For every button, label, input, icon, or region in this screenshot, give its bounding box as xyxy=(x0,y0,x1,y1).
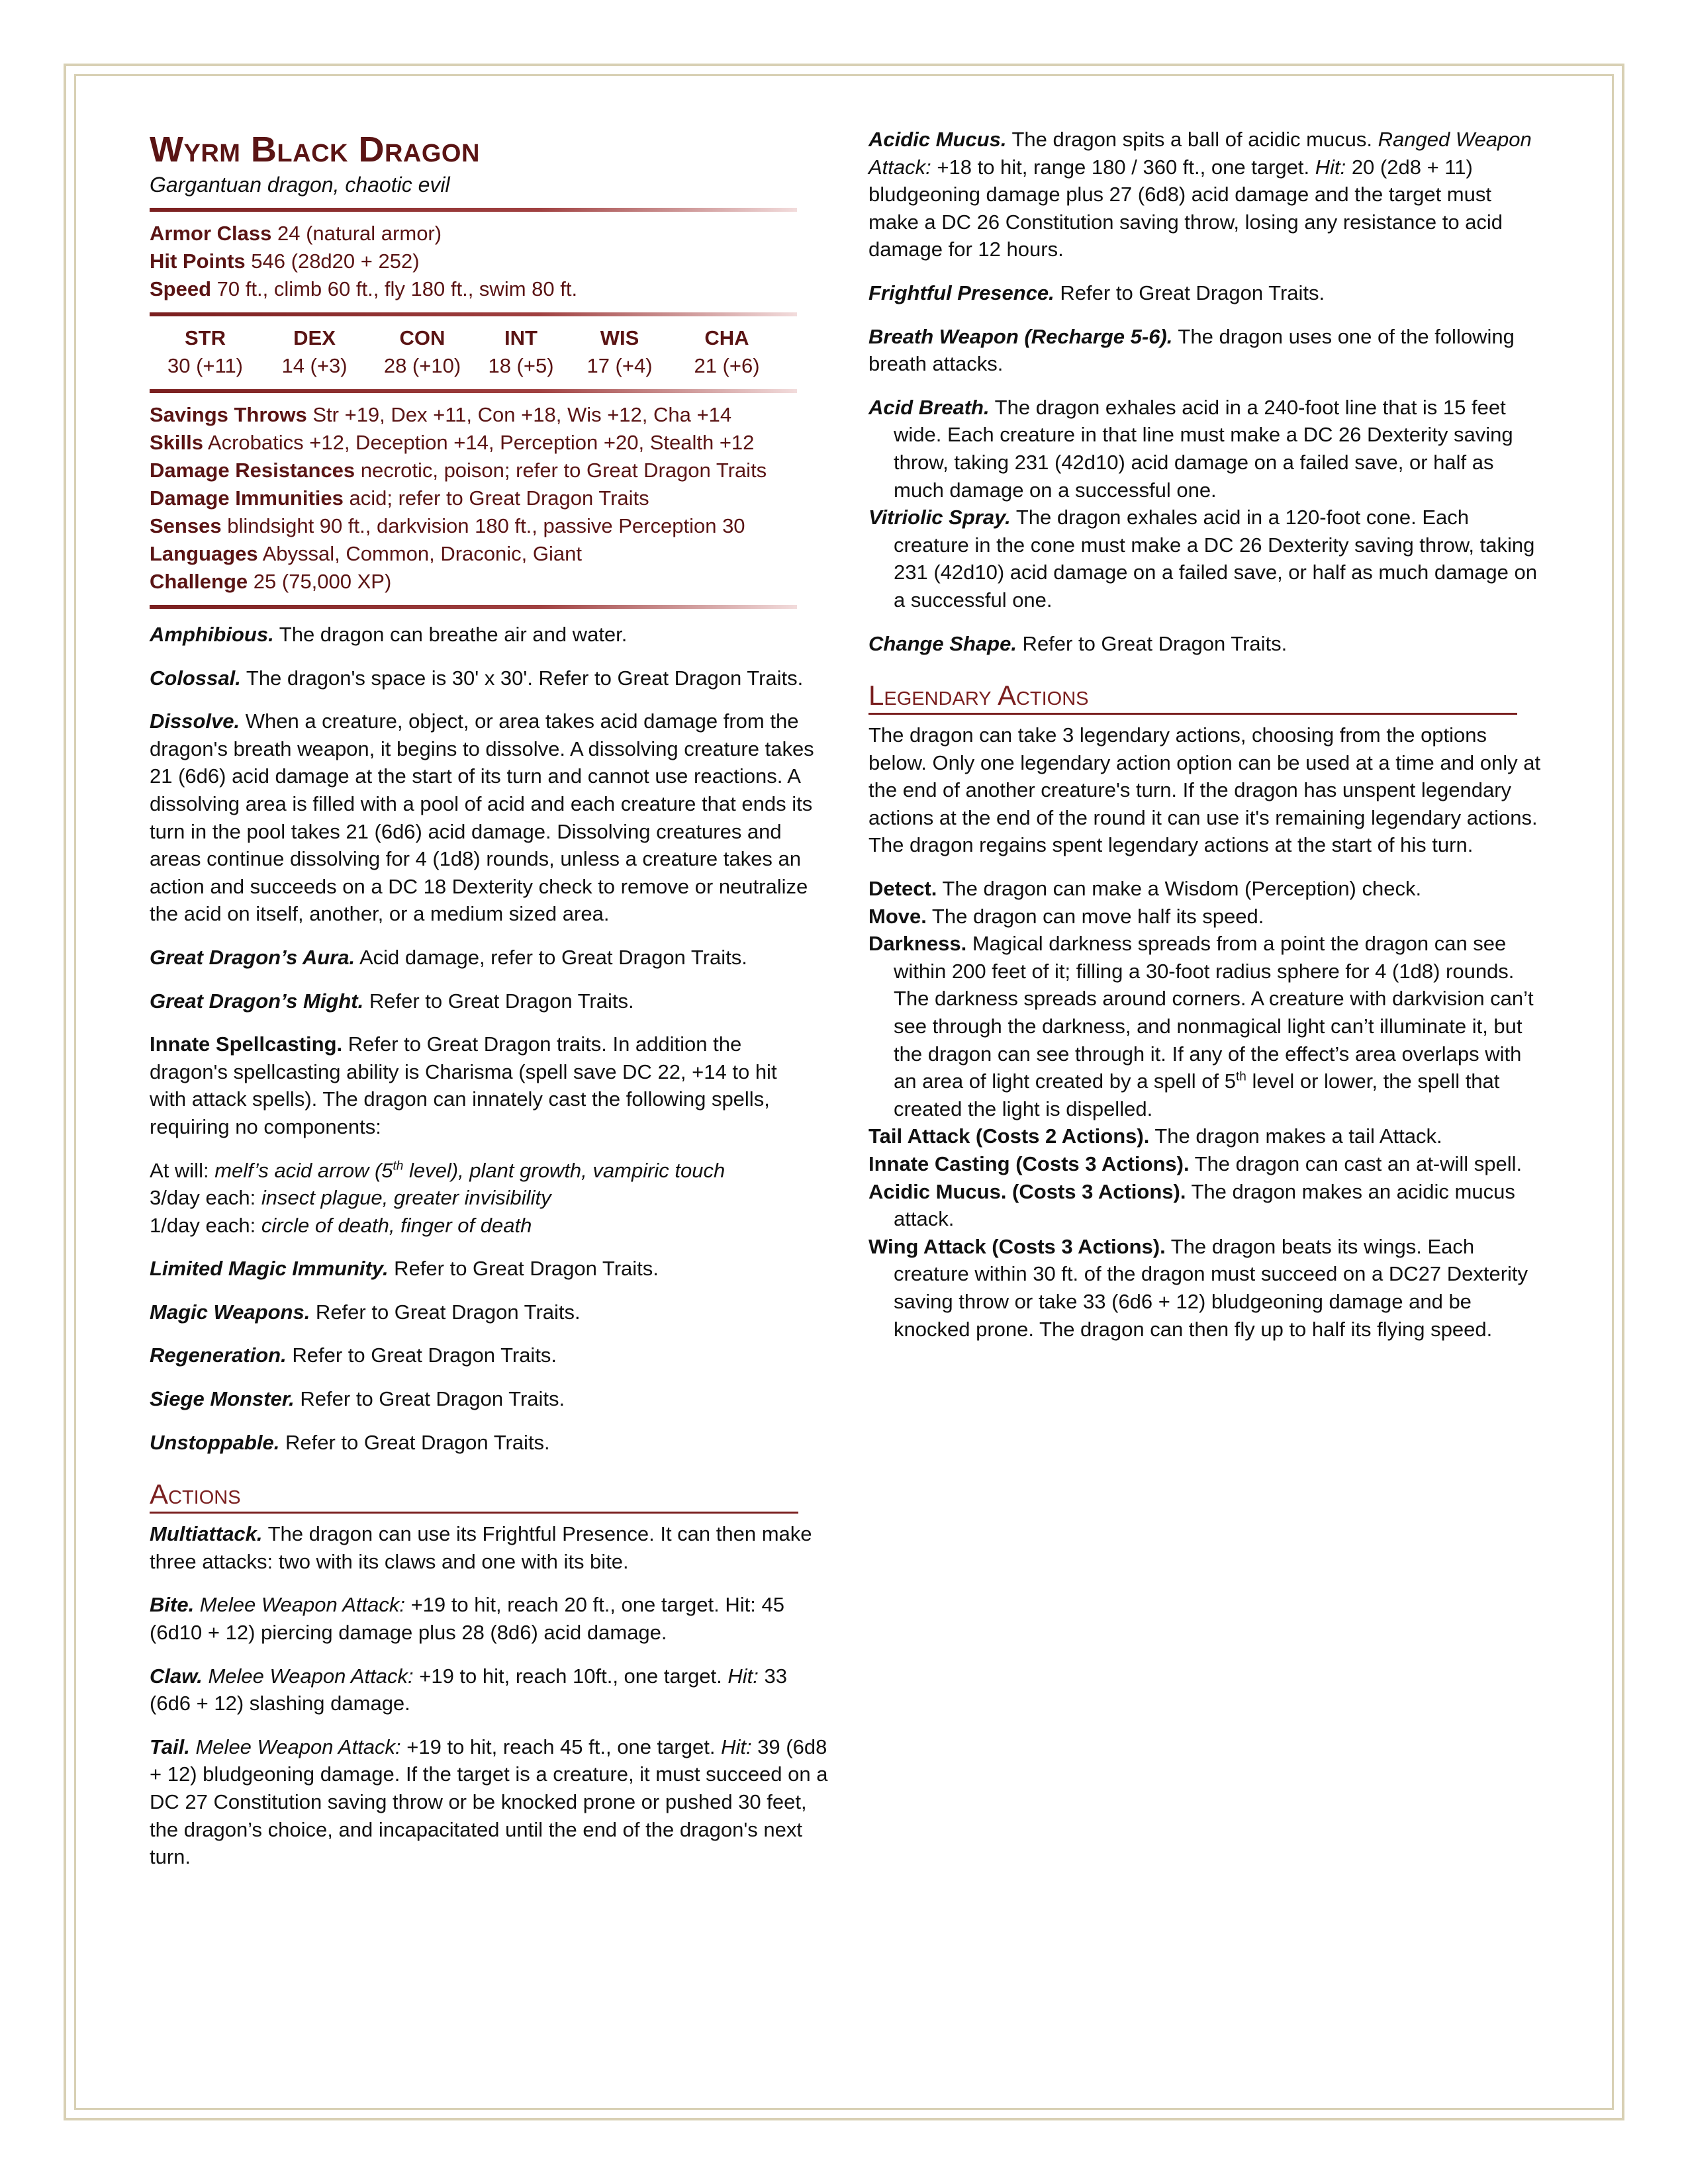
action-claw xyxy=(150,1662,818,1717)
action-text: 39 (6d8 + 12) bludgeoning damage. If the target is a creature, it must succeed on a DC 27 Constitution saving throw or be knocked prone or pushed 30 feet, the dragon’s choice, and incapacitated until the end of the dragon's next turn. xyxy=(150,1735,828,1869)
action-text: +18 to hit, range 180 / 360 ft., one target. xyxy=(931,155,1315,179)
challenge-value: 25 (75,000 XP) xyxy=(253,570,392,593)
senses-value: blindsight 90 ft., darkvision 180 ft., passive Perception 30 xyxy=(227,514,745,537)
damage-resistances-label: Damage Resistances xyxy=(150,459,355,482)
trait-name: Dissolve. xyxy=(150,709,240,733)
right-column xyxy=(868,126,1546,1343)
action-text: The dragon uses one of the following breath attacks. xyxy=(868,324,1515,376)
trait-name: Regeneration. xyxy=(150,1343,287,1367)
spell-names: insect plague, greater invisibility xyxy=(261,1186,551,1210)
action-text: Refer to Great Dragon Traits. xyxy=(1016,631,1288,655)
ability-name: CON xyxy=(399,326,445,349)
spell-names: circle of death, finger of death xyxy=(261,1213,532,1237)
action-text: The dragon can use its Frightful Presence. It can then make three attacks: two with its claws and one with its bite. xyxy=(150,1522,812,1573)
senses-line xyxy=(150,512,818,540)
saving-throws-value: Str +19, Dex +11, Con +18, Wis +12, Cha +14 xyxy=(312,403,732,426)
speed-label: Speed xyxy=(150,277,212,300)
action-name: Breath Weapon (Recharge 5-6). xyxy=(868,324,1173,348)
action-acidic-mucus xyxy=(868,126,1546,263)
action-breath-weapon xyxy=(868,323,1546,378)
attack-type: Ranged Weapon Attack: xyxy=(868,128,1532,179)
legendary-tail-attack xyxy=(868,1122,1546,1150)
legendary-actions-heading: Legendary Actions xyxy=(868,678,1517,715)
trait-text: Acid damage, refer to Great Dragon Traits. xyxy=(355,945,747,969)
legendary-text: Magical darkness spreads from a point the dragon can see within 200 feet of it; filling a 30-foot radius sphere for 4 (1d8) rounds. The darkness spreads around corners. A creature with darkvision can’t see through the darkness, and nonmagical light can’t illuminate it, but the dragon can see through it. If any of the effect’s area overlaps with an area of light created by a spell of 5 xyxy=(894,932,1534,1093)
damage-immunities-line xyxy=(150,484,818,512)
senses-label: Senses xyxy=(150,514,222,537)
legendary-text: The dragon can make a Wisdom (Perception) check. xyxy=(937,877,1422,901)
action-name: Multiattack. xyxy=(150,1522,263,1546)
legendary-name: Innate Casting (Costs 3 Actions). xyxy=(868,1152,1190,1175)
breath-name: Vitriolic Spray. xyxy=(868,506,1011,529)
action-text: 20 (2d8 + 11) bludgeoning damage plus 27 (6d8) acid damage and the target must make a DC 26 Constitution saving throw, losing any resistance to acid damage for 12 hours. xyxy=(868,155,1503,261)
speed-value: 70 ft., climb 60 ft., fly 180 ft., swim 80 ft. xyxy=(216,277,578,300)
trait-unstoppable xyxy=(150,1429,818,1457)
trait-text: Refer to Great Dragon Traits. xyxy=(363,989,634,1013)
legendary-text: The dragon can move half its speed. xyxy=(926,904,1264,928)
trait-text: Refer to Great Dragon Traits. xyxy=(310,1300,581,1324)
saving-throws-label: Savings Throws xyxy=(150,403,307,426)
legendary-acidic-mucus xyxy=(868,1178,1546,1233)
legendary-text: The dragon beats its wings. Each creature within 30 ft. of the dragon must succeed on a DC27 Dexterity saving throw or take 33 (6d6 + 12) bludgeoning damage and be knocked prone. The dragon can then fly up to half its flying speed. xyxy=(894,1234,1528,1341)
trait-text: Refer to Great Dragon Traits. xyxy=(388,1257,659,1281)
action-name: Tail. xyxy=(150,1735,190,1758)
skills-value: Acrobatics +12, Deception +14, Perception +20, Stealth +12 xyxy=(207,431,755,454)
trait-text: When a creature, object, or area takes acid damage from the dragon's breath weapon, it begins to dissolve. A dissolving creature takes 21 (6d6) acid damage at the start of its turn and cannot use reactions. A dissolving area is filled with a pool of acid and each creature that ends its turn in the pool takes 21 (6d6) acid damage. Dissolving creatures and areas continue dissolving for 4 (1d8) rounds, unless a creature takes an action and succeeds on a DC 18 Dexterity check to remove or neutralize the acid on itself, another, or a medium sized area. xyxy=(150,709,814,926)
damage-immunities-label: Damage Immunities xyxy=(150,486,344,510)
divider xyxy=(150,312,797,316)
action-name: Claw. xyxy=(150,1664,203,1688)
breath-acid xyxy=(868,394,1546,504)
trait-regeneration xyxy=(150,1342,818,1369)
trait-name: Great Dragon’s Aura. xyxy=(150,945,355,969)
action-name: Change Shape. xyxy=(868,631,1017,655)
spell-names: level), plant growth, vampiric touch xyxy=(403,1158,726,1182)
legendary-wing-attack xyxy=(868,1233,1546,1343)
action-multiattack xyxy=(150,1520,818,1575)
hit-points-value: 546 (28d20 + 252) xyxy=(251,250,420,273)
hit-label: Hit: xyxy=(1315,155,1346,179)
ability-value: 21 (+6) xyxy=(694,354,760,377)
spell-freq-label: 3/day each: xyxy=(150,1186,261,1210)
legendary-intro: The dragon can take 3 legendary actions, choosing from the options below. Only one legendary action option can be used at a time and only at the end of another creature's turn. If the dragon has unspent legendary actions at the end of the round it can use it's remaining legendary actions. The dragon regains spent legendary actions at the start of his turn. xyxy=(868,723,1541,857)
breath-name: Acid Breath. xyxy=(868,395,990,419)
trait-text: Refer to Great Dragon traits. In addition the dragon's spellcasting ability is Charisma (spell save DC 22, +14 to hit with attack spells). The dragon can innately cast the following spells, requiring no components: xyxy=(150,1032,777,1138)
trait-name: Unstoppable. xyxy=(150,1430,280,1454)
trait-name: Magic Weapons. xyxy=(150,1300,310,1324)
challenge-line xyxy=(150,568,818,596)
attack-type: Melee Weapon Attack: xyxy=(189,1735,401,1758)
action-text: +19 to hit, reach 45 ft., one target. xyxy=(400,1735,722,1758)
trait-text: Refer to Great Dragon Traits. xyxy=(279,1430,550,1454)
damage-immunities-value: acid; refer to Great Dragon Traits xyxy=(349,486,649,510)
actions-heading: Actions xyxy=(150,1477,798,1514)
armor-class-label: Armor Class xyxy=(150,222,272,245)
action-bite xyxy=(150,1591,818,1646)
attack-type: Melee Weapon Attack: xyxy=(202,1664,414,1688)
spell-names: melf’s acid arrow (5 xyxy=(214,1158,393,1182)
action-name: Acidic Mucus. xyxy=(868,128,1007,151)
ordinal-sup: th xyxy=(393,1159,404,1173)
ability-name: INT xyxy=(504,326,538,349)
armor-class-value: 24 (natural armor) xyxy=(277,222,442,245)
armor-class-line xyxy=(150,220,818,248)
ability-scores xyxy=(150,324,818,380)
divider xyxy=(150,208,797,212)
breath-vitriolic-spray xyxy=(868,504,1546,614)
action-name: Bite. xyxy=(150,1593,195,1617)
action-tail xyxy=(150,1733,838,1871)
trait-colossal xyxy=(150,664,818,692)
action-text: +19 to hit, reach 20 ft., one target. Hit: 45 (6d10 + 12) piercing damage plus 28 (8d6) acid damage. xyxy=(150,1593,784,1645)
action-name: Frightful Presence. xyxy=(868,281,1055,304)
hit-label: Hit: xyxy=(721,1735,752,1758)
ordinal-sup: th xyxy=(1236,1069,1246,1084)
action-change-shape xyxy=(868,630,1546,658)
legendary-name: Detect. xyxy=(868,877,937,901)
legendary-name: Darkness. xyxy=(868,932,967,956)
spell-freq-label: At will: xyxy=(150,1158,215,1182)
legendary-darkness xyxy=(868,930,1546,1122)
attack-type: Melee Weapon Attack: xyxy=(194,1593,405,1617)
hit-label: Hit: xyxy=(727,1664,759,1688)
trait-great-dragon-aura xyxy=(150,944,818,972)
legendary-name: Acidic Mucus. (Costs 3 Actions). xyxy=(868,1179,1186,1203)
legendary-move xyxy=(868,903,1546,931)
divider xyxy=(150,605,797,609)
ability-value: 17 (+4) xyxy=(586,354,653,377)
action-text: +19 to hit, reach 10ft., one target. xyxy=(413,1664,728,1688)
trait-text: Refer to Great Dragon Traits. xyxy=(286,1343,557,1367)
trait-name: Amphibious. xyxy=(150,623,274,646)
trait-text: The dragon can breathe air and water. xyxy=(273,623,628,646)
monster-name: Wyrm Black Dragon xyxy=(150,130,480,169)
breath-text: The dragon exhales acid in a 240-foot line that is 15 feet wide. Each creature in that line must make a DC 26 Dexterity saving throw, taking 231 (42d10) acid damage on a failed save, or half as much damage on a successful one. xyxy=(894,395,1513,502)
action-text: The dragon spits a ball of acidic mucus. xyxy=(1006,128,1378,151)
legendary-text: The dragon makes a tail Attack. xyxy=(1149,1124,1442,1148)
legendary-detect xyxy=(868,875,1546,903)
trait-great-dragon-might xyxy=(150,987,818,1015)
legendary-text: The dragon makes an acidic mucus attack. xyxy=(894,1179,1515,1231)
trait-dissolve xyxy=(150,707,818,928)
divider xyxy=(150,389,797,393)
left-column xyxy=(150,119,828,1887)
ability-name: DEX xyxy=(293,326,336,349)
trait-amphibious xyxy=(150,621,818,649)
speed-line xyxy=(150,275,818,303)
trait-siege-monster xyxy=(150,1385,818,1413)
trait-name: Limited Magic Immunity. xyxy=(150,1257,389,1281)
spell-list xyxy=(150,1157,818,1240)
trait-text: Refer to Great Dragon Traits. xyxy=(294,1387,565,1411)
legendary-name: Tail Attack (Costs 2 Actions). xyxy=(868,1124,1150,1148)
legendary-name: Wing Attack (Costs 3 Actions). xyxy=(868,1234,1166,1258)
legendary-text: level or lower, the spell that created the light is dispelled. xyxy=(894,1069,1500,1120)
skills-label: Skills xyxy=(150,431,203,454)
trait-text: The dragon's space is 30' x 30'. Refer to Great Dragon Traits. xyxy=(240,666,804,690)
trait-magic-weapons xyxy=(150,1298,818,1326)
action-text: Refer to Great Dragon Traits. xyxy=(1054,281,1325,304)
breath-text: The dragon exhales acid in a 120-foot cone. Each creature in the cone must make a DC 26 Dexterity saving throw, taking 231 (42d10) acid damage on a failed save, or half as much damage on a successful one. xyxy=(894,506,1537,612)
languages-line xyxy=(150,540,818,568)
damage-resistances-value: necrotic, poison; refer to Great Dragon Traits xyxy=(360,459,767,482)
ability-value: 30 (+11) xyxy=(167,354,244,377)
legendary-innate-casting xyxy=(868,1150,1546,1178)
monster-type: Gargantuan dragon, chaotic evil xyxy=(150,173,450,197)
legendary-name: Move. xyxy=(868,904,927,928)
ability-name: CHA xyxy=(704,326,749,349)
action-text: 33 (6d6 + 12) slashing damage. xyxy=(150,1664,787,1715)
ability-name: STR xyxy=(185,326,226,349)
trait-limited-magic-immunity xyxy=(150,1255,818,1283)
ability-value: 28 (+10) xyxy=(383,354,461,377)
saving-throws-line xyxy=(150,401,818,429)
languages-value: Abyssal, Common, Draconic, Giant xyxy=(262,542,582,565)
trait-innate-spellcasting xyxy=(150,1030,818,1140)
ability-value: 14 (+3) xyxy=(281,354,348,377)
action-frightful-presence xyxy=(868,279,1546,307)
trait-name: Innate Spellcasting. xyxy=(150,1032,343,1056)
skills-line xyxy=(150,429,818,457)
challenge-label: Challenge xyxy=(150,570,248,593)
damage-resistances-line xyxy=(150,457,818,484)
hit-points-label: Hit Points xyxy=(150,250,246,273)
ability-name: WIS xyxy=(600,326,639,349)
legendary-text: The dragon can cast an at-will spell. xyxy=(1189,1152,1523,1175)
languages-label: Languages xyxy=(150,542,258,565)
hit-points-line xyxy=(150,248,818,275)
spell-freq-label: 1/day each: xyxy=(150,1213,261,1237)
trait-name: Great Dragon’s Might. xyxy=(150,989,364,1013)
trait-name: Colossal. xyxy=(150,666,241,690)
trait-name: Siege Monster. xyxy=(150,1387,295,1411)
ability-value: 18 (+5) xyxy=(488,354,554,377)
